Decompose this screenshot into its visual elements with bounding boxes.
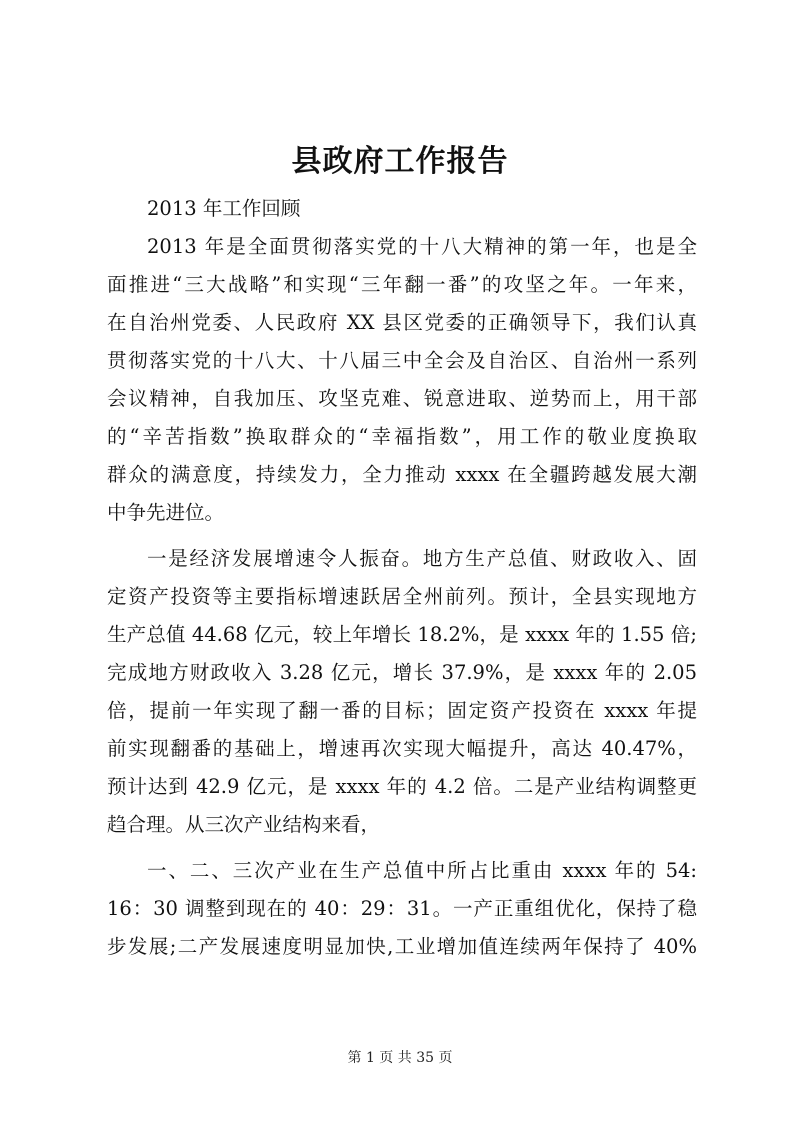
document-body bbox=[107, 190, 697, 966]
paragraph-line: 会议精神，自我加压、攻坚克难、锐意进取、逆势而上，用干部 bbox=[107, 387, 697, 410]
section-heading-text: 2013 年工作回顾 bbox=[147, 197, 301, 220]
paragraph-line: 群众的满意度，持续发力，全力推动 xxxx 在全疆跨越发展大潮 bbox=[107, 463, 697, 486]
paragraph-line: 贯彻落实党的十八大、十八届三中全会及自治区、自治州一系列 bbox=[107, 349, 697, 372]
section-heading bbox=[107, 190, 697, 228]
page-footer: 第 1 页 共 35 页 bbox=[347, 1050, 453, 1066]
paragraph-line: 的“辛苦指数”换取群众的“幸福指数”，用工作的敬业度换取 bbox=[107, 425, 697, 448]
paragraph-line: 前实现翻番的基础上，增速再次实现大幅提升，高达 40.47%， bbox=[107, 737, 697, 760]
paragraph-line: 趋合理。从三次产业结构来看， bbox=[107, 813, 381, 836]
paragraph-line: 面推进“三大战略”和实现“三年翻一番”的攻坚之年。一年来， bbox=[107, 273, 697, 296]
paragraph-2 bbox=[107, 540, 697, 844]
paragraph-3 bbox=[107, 852, 697, 966]
paragraph-line: 16：30 调整到现在的 40：29：31。一产正重组优化，保持了稳 bbox=[107, 897, 697, 920]
paragraph-line: 定资产投资等主要指标增速跃居全州前列。预计，全县实现地方 bbox=[107, 585, 697, 608]
paragraph-line: 2013 年是全面贯彻落实党的十八大精神的第一年，也是全 bbox=[147, 235, 697, 258]
paragraph-line: 预计达到 42.9 亿元，是 xxxx 年的 4.2 倍。二是产业结构调整更 bbox=[107, 775, 697, 798]
paragraph-line: 生产总值 44.68 亿元，较上年增长 18.2%，是 xxxx 年的 1.55 倍; bbox=[107, 623, 697, 646]
paragraph-line: 中争先进位。 bbox=[107, 501, 225, 524]
paragraph-line: 一是经济发展增速令人振奋。地方生产总值、财政收入、固 bbox=[147, 547, 697, 570]
paragraph-line: 一、二、三次产业在生产总值中所占比重由 xxxx 年的 54: bbox=[147, 859, 697, 882]
paragraph-line: 完成地方财政收入 3.28 亿元，增长 37.9%，是 xxxx 年的 2.05 bbox=[107, 661, 697, 684]
paragraph-line: 倍，提前一年实现了翻一番的目标；固定资产投资在 xxxx 年提 bbox=[107, 699, 697, 722]
paragraph-gap bbox=[107, 532, 697, 540]
paragraph-line: 步发展;二产发展速度明显加快,工业增加值连续两年保持了 40% bbox=[107, 935, 697, 958]
page-title: 县政府工作报告 bbox=[291, 144, 509, 179]
paragraph-line: 在自治州党委、人民政府 XX 县区党委的正确领导下，我们认真 bbox=[107, 311, 697, 334]
paragraph-1 bbox=[107, 228, 697, 532]
paragraph-gap bbox=[107, 844, 697, 852]
